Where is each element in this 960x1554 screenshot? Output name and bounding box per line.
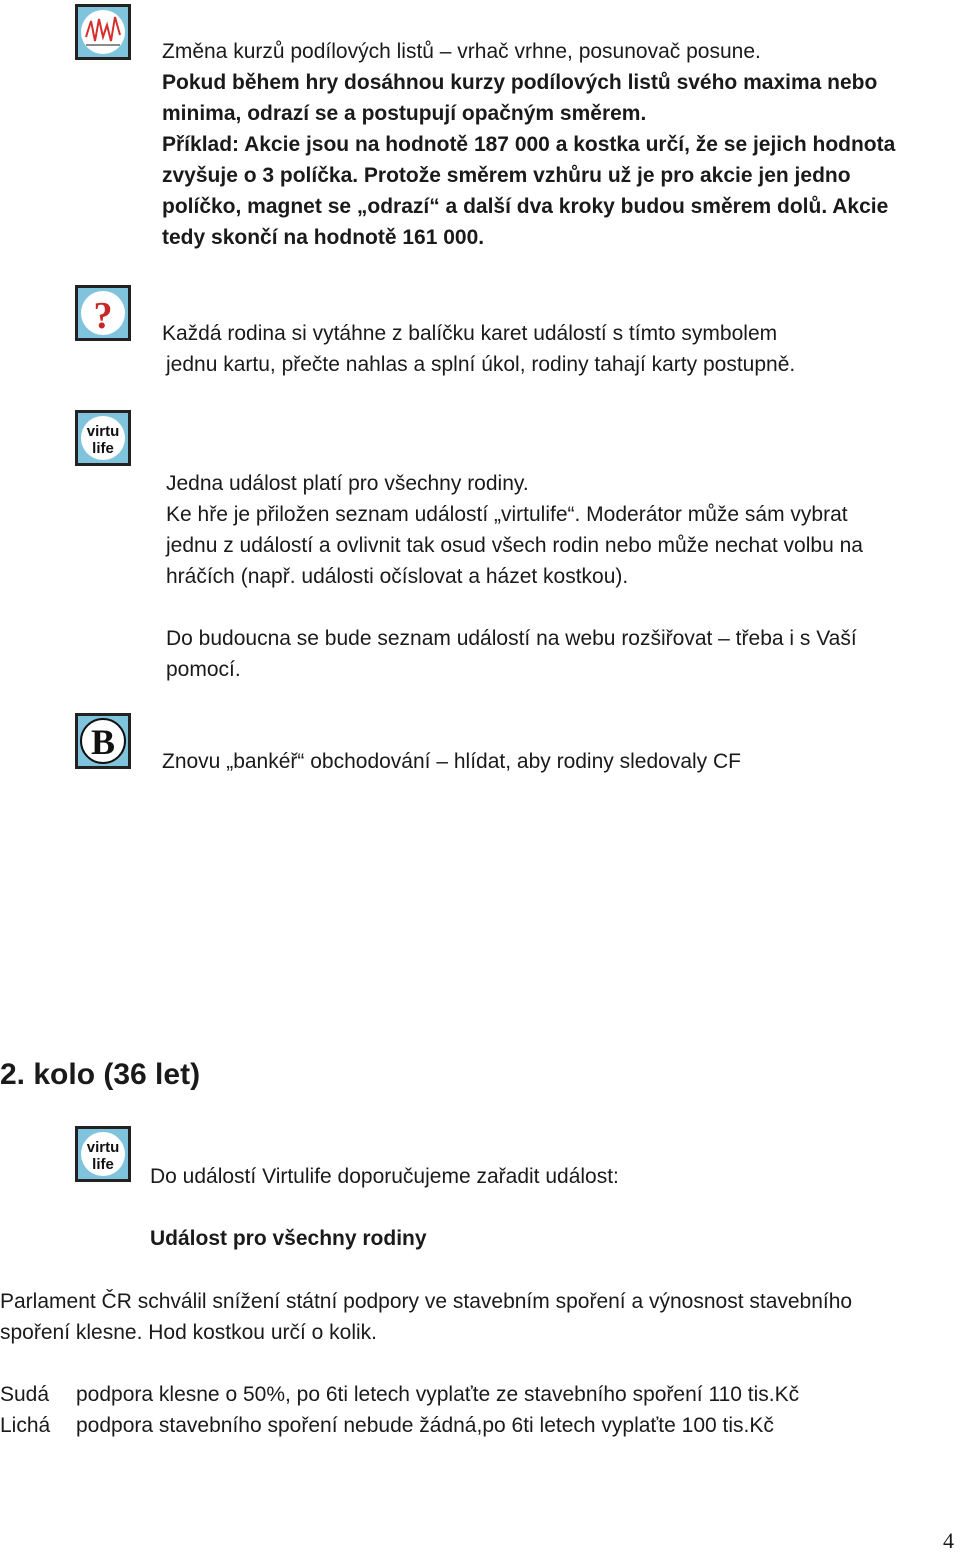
- round2-body-line: spoření klesne. Hod kostkou určí o kolik.: [0, 1321, 378, 1344]
- section3-line: Ke hře je přiložen seznam událostí „virtulife“. Moderátor může sám vybrat: [166, 503, 848, 526]
- round2-heading: 2. kolo (36 let): [0, 1058, 201, 1091]
- logo-text-top: virtu: [86, 423, 120, 440]
- banker-letter: B: [90, 722, 116, 762]
- round2-intro: Do událostí Virtulife doporučujeme zařadit událost:: [150, 1165, 619, 1188]
- page-number: 4: [943, 1528, 954, 1553]
- outcome-row: [0, 1410, 774, 1441]
- section1-bold-line: tedy skončí na hodnotě 161 000.: [162, 226, 485, 249]
- section1-bold-line: Pokud během hry dosáhnou kurzy podílových listů svého maxima nebo: [162, 71, 878, 94]
- section1-line1: Změna kurzů podílových listů – vrhač vrhne, posunovač posune.: [162, 40, 761, 63]
- section2-line: jednu kartu, přečte nahlas a splní úkol, rodiny tahají karty postupně.: [166, 353, 796, 376]
- banker-b-icon: [75, 713, 131, 769]
- section1-bold-line: Příklad: Akcie jsou na hodnotě 187 000 a kostka určí, že se jejich hodnota: [162, 133, 896, 156]
- stock-chart-icon: [75, 4, 131, 60]
- logo-text-bottom: life: [92, 1156, 114, 1173]
- logo-text-bottom: life: [92, 440, 114, 457]
- logo-text-top: virtu: [86, 1139, 120, 1156]
- virtulife-logo-icon: [75, 1126, 131, 1182]
- section1-bold-line: zvyšuje o 3 políčka. Protože směrem vzhůru už je pro akcie jen jedno: [162, 164, 851, 187]
- section1-bold-line: políčko, magnet se „odrazí“ a další dva kroky budou směrem dolů. Akcie: [162, 195, 889, 218]
- round2-body-line: Parlament ČR schválil snížení státní podpory ve stavebním spoření a výnosnost stavebního: [0, 1290, 853, 1313]
- section3-line: hráčích (např. události očíslovat a házet kostkou).: [166, 565, 629, 588]
- section3-line: Jedna událost platí pro všechny rodiny.: [166, 472, 529, 495]
- outcome-text: podpora klesne o 50%, po 6ti letech vyplaťte ze stavebního spoření 110 tis.Kč: [76, 1383, 800, 1406]
- section1-bold-line: minima, odrazí se a postupují opačným směrem.: [162, 102, 647, 125]
- virtulife-logo-icon: [75, 410, 131, 466]
- outcome-key: Lichá: [0, 1414, 51, 1437]
- section4-line: Znovu „bankéř“ obchodování – hlídat, aby rodiny sledovaly CF: [162, 750, 741, 773]
- question-mark-icon: [75, 285, 131, 341]
- outcome-key: Sudá: [0, 1383, 50, 1406]
- section3-line: jednu z událostí a ovlivnit tak osud všech rodin nebo může nechat volbu na: [166, 534, 863, 557]
- outcome-row: [0, 1379, 799, 1410]
- svg-text:?: ?: [93, 295, 113, 337]
- round2-subheading: Událost pro všechny rodiny: [150, 1227, 427, 1250]
- section3-line: Do budoucna se bude seznam událostí na webu rozšiřovat – třeba i s Vaší: [166, 627, 857, 650]
- outcome-text: podpora stavebního spoření nebude žádná,po 6ti letech vyplaťte 100 tis.Kč: [76, 1414, 774, 1437]
- section2-line: Každá rodina si vytáhne z balíčku karet událostí s tímto symbolem: [162, 322, 778, 345]
- section3-line: pomocí.: [166, 658, 241, 681]
